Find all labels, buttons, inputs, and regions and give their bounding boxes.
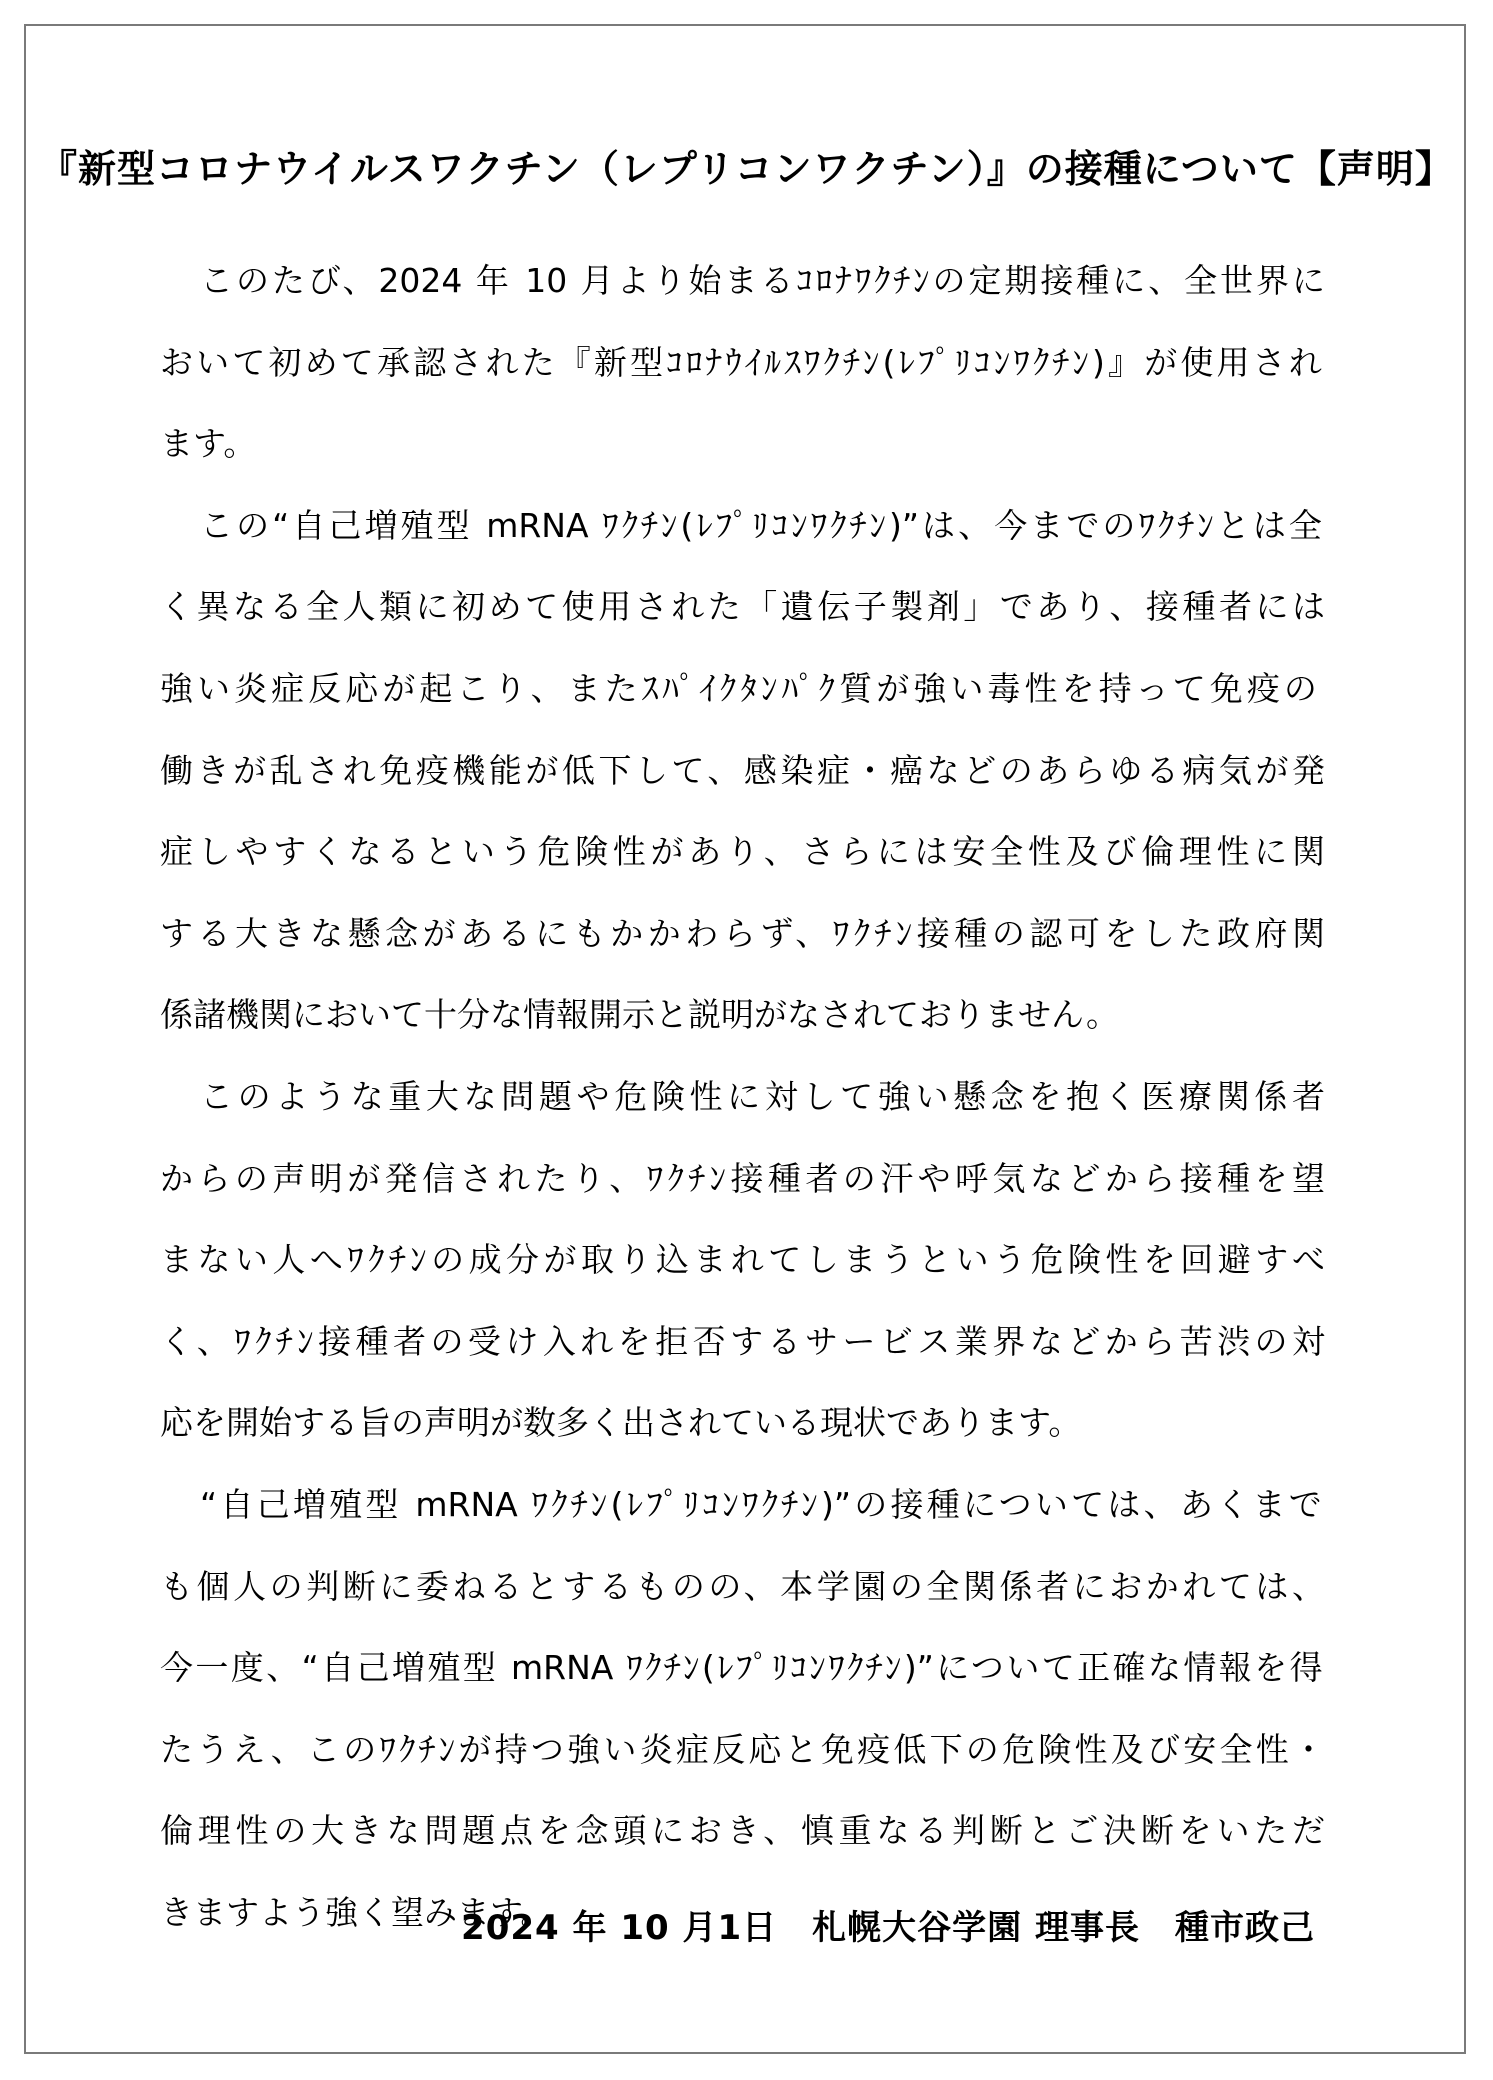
text-line: も個人の判断に委ねるとするものの、本学園の全関係者におかれては、 — [160, 1566, 1325, 1606]
statement-body — [160, 240, 1325, 1953]
text-line: このたび、2024 年 10 月より始まるｺﾛﾅﾜｸﾁﾝの定期接種に、全世界に — [200, 261, 1325, 300]
text-line: 症しやすくなるという危険性があり、さらには安全性及び倫理性に関 — [160, 832, 1325, 872]
text-line: おいて初めて承認された『新型ｺﾛﾅｳｲﾙｽﾜｸﾁﾝ(ﾚﾌﾟﾘｺﾝﾜｸﾁﾝ)』が使用され — [160, 342, 1325, 382]
text-line: 応を開始する旨の声明が数多く出されている現状であります。 — [160, 1403, 1082, 1443]
text-line: きますよう強く望みます。 — [160, 1892, 554, 1932]
text-line: このような重大な問題や危険性に対して強い懸念を抱く医療関係者 — [200, 1076, 1325, 1116]
signature-line: 2024 年 10 月1日 札幌大谷学園 理事長 種市政己 — [461, 1908, 1315, 1948]
text-line: く異なる全人類に初めて使用された「遺伝子製剤」であり、接種者には — [160, 587, 1325, 627]
text-line: する大きな懸念があるにもかかわらず、ﾜｸﾁﾝ接種の認可をした政府関 — [160, 913, 1325, 953]
text-line: 係諸機関において十分な情報開示と説明がなされておりません。 — [160, 995, 1119, 1035]
text-line: たうえ、このﾜｸﾁﾝが持つ強い炎症反応と免疫低下の危険性及び安全性・ — [160, 1729, 1325, 1769]
paragraph-3 — [160, 1056, 1325, 1464]
text-line: ます。 — [160, 424, 257, 464]
text-line: 倫理性の大きな問題点を念頭におき、慎重なる判断とご決断をいただ — [160, 1811, 1325, 1851]
paragraph-4 — [160, 1464, 1325, 1954]
text-line: からの声明が発信されたり、ﾜｸﾁﾝ接種者の汗や呼気などから接種を望 — [160, 1158, 1325, 1198]
text-line: “自己増殖型 mRNA ﾜｸﾁﾝ(ﾚﾌﾟﾘｺﾝﾜｸﾁﾝ)”の接種については、あくまで — [200, 1484, 1325, 1524]
text-line: 強い炎症反応が起こり、またｽﾊﾟｲｸﾀﾝﾊﾟｸ質が強い毒性を持って免疫の — [160, 668, 1321, 708]
text-line: く、ﾜｸﾁﾝ接種者の受け入れを拒否するサービス業界などから苦渋の対 — [160, 1321, 1325, 1361]
text-line: まない人へﾜｸﾁﾝの成分が取り込まれてしまうという危険性を回避すべ — [160, 1240, 1325, 1280]
text-line: 今一度、“自己増殖型 mRNA ﾜｸﾁﾝ(ﾚﾌﾟﾘｺﾝﾜｸﾁﾝ)”について正確な情報を得 — [160, 1648, 1325, 1688]
statement-title: 『新型コロナウイルスワクチン（レプリコンワクチン）』の接種について【声明】 — [39, 147, 1454, 191]
text-line: 働きが乱され免疫機能が低下して、感染症・癌などのあらゆる病気が発 — [160, 750, 1325, 790]
paragraph-1 — [160, 240, 1325, 485]
paragraph-2 — [160, 485, 1325, 1056]
text-line: この“自己増殖型 mRNA ﾜｸﾁﾝ(ﾚﾌﾟﾘｺﾝﾜｸﾁﾝ)”は、今までのﾜｸﾁﾝとは全 — [200, 505, 1325, 545]
